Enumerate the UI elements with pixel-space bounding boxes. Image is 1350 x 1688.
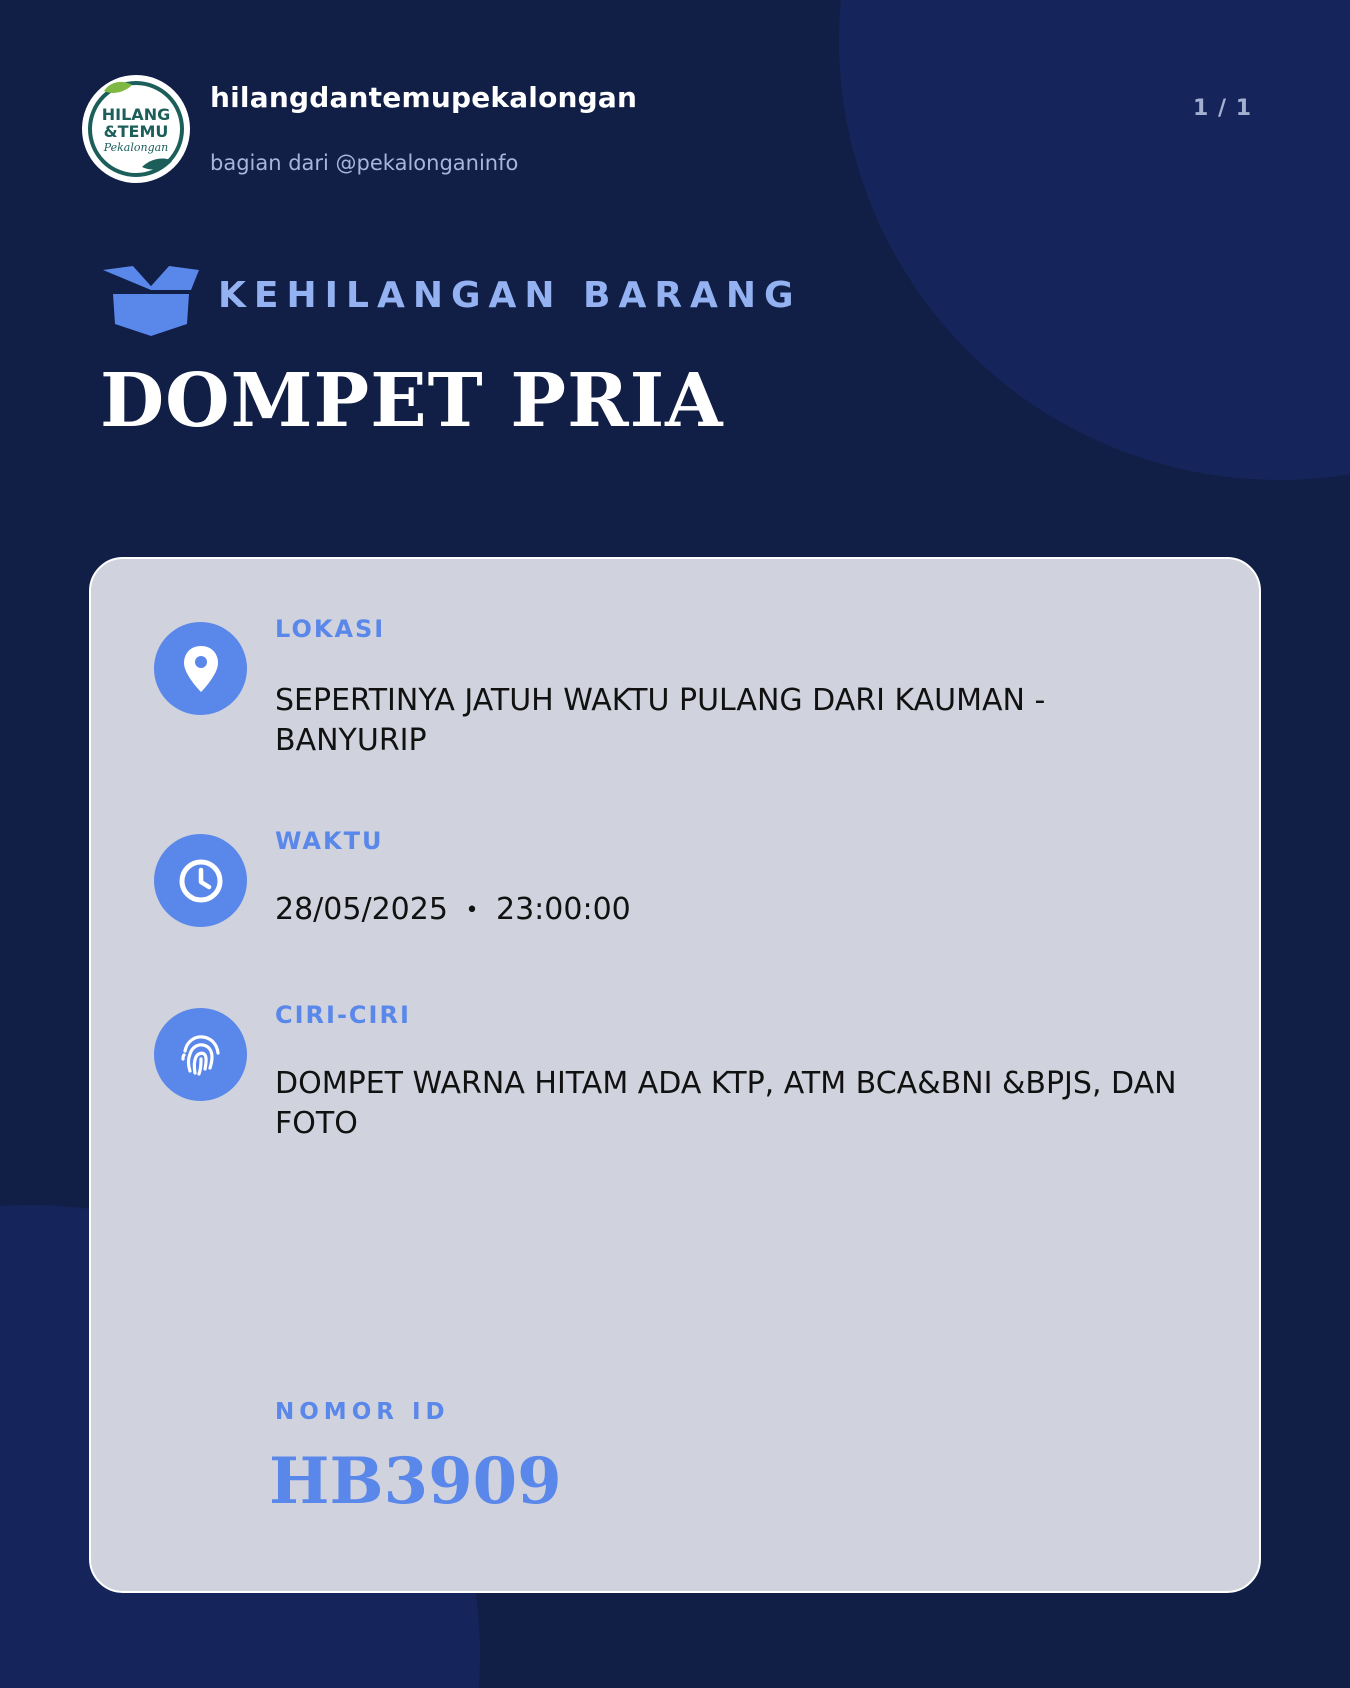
account-subtitle: bagian dari @pekalonganinfo <box>210 151 519 175</box>
account-name[interactable]: hilangdantemupekalongan <box>210 81 638 114</box>
location-value: SEPERTINYA JATUH WAKTU PULANG DARI KAUMAN - BANYURIP <box>275 683 1046 758</box>
detail-card <box>89 557 1261 1593</box>
category-label: KEHILANGAN BARANG <box>218 275 802 316</box>
item-title: DOMPET PRIA <box>100 358 724 444</box>
time-value <box>275 890 1195 931</box>
time-date: 28/05/2025 <box>275 892 448 927</box>
page-counter: 1 / 1 <box>1193 96 1252 121</box>
time-clock: 23:00:00 <box>496 892 631 927</box>
clock-icon <box>154 834 247 927</box>
map-pin-icon <box>154 622 247 715</box>
time-label: WAKTU <box>275 827 384 855</box>
traits-value: DOMPET WARNA HITAM ADA KTP, ATM BCA&BNI &BPJS, DAN FOTO <box>275 1066 1177 1141</box>
account-logo <box>82 75 190 183</box>
svg-text:Pekalongan: Pekalongan <box>103 141 169 154</box>
time-separator: • <box>465 898 479 923</box>
location-label: LOKASI <box>275 615 386 643</box>
svg-text:HILANG: HILANG <box>101 105 171 124</box>
open-box-icon <box>103 264 199 336</box>
svg-text:&TEMU: &TEMU <box>103 122 169 141</box>
id-label: NOMOR ID <box>275 1399 450 1425</box>
fingerprint-icon <box>154 1008 247 1101</box>
background-circle-top <box>839 0 1350 480</box>
id-value: HB3909 <box>269 1444 562 1519</box>
traits-label: CIRI-CIRI <box>275 1001 411 1029</box>
